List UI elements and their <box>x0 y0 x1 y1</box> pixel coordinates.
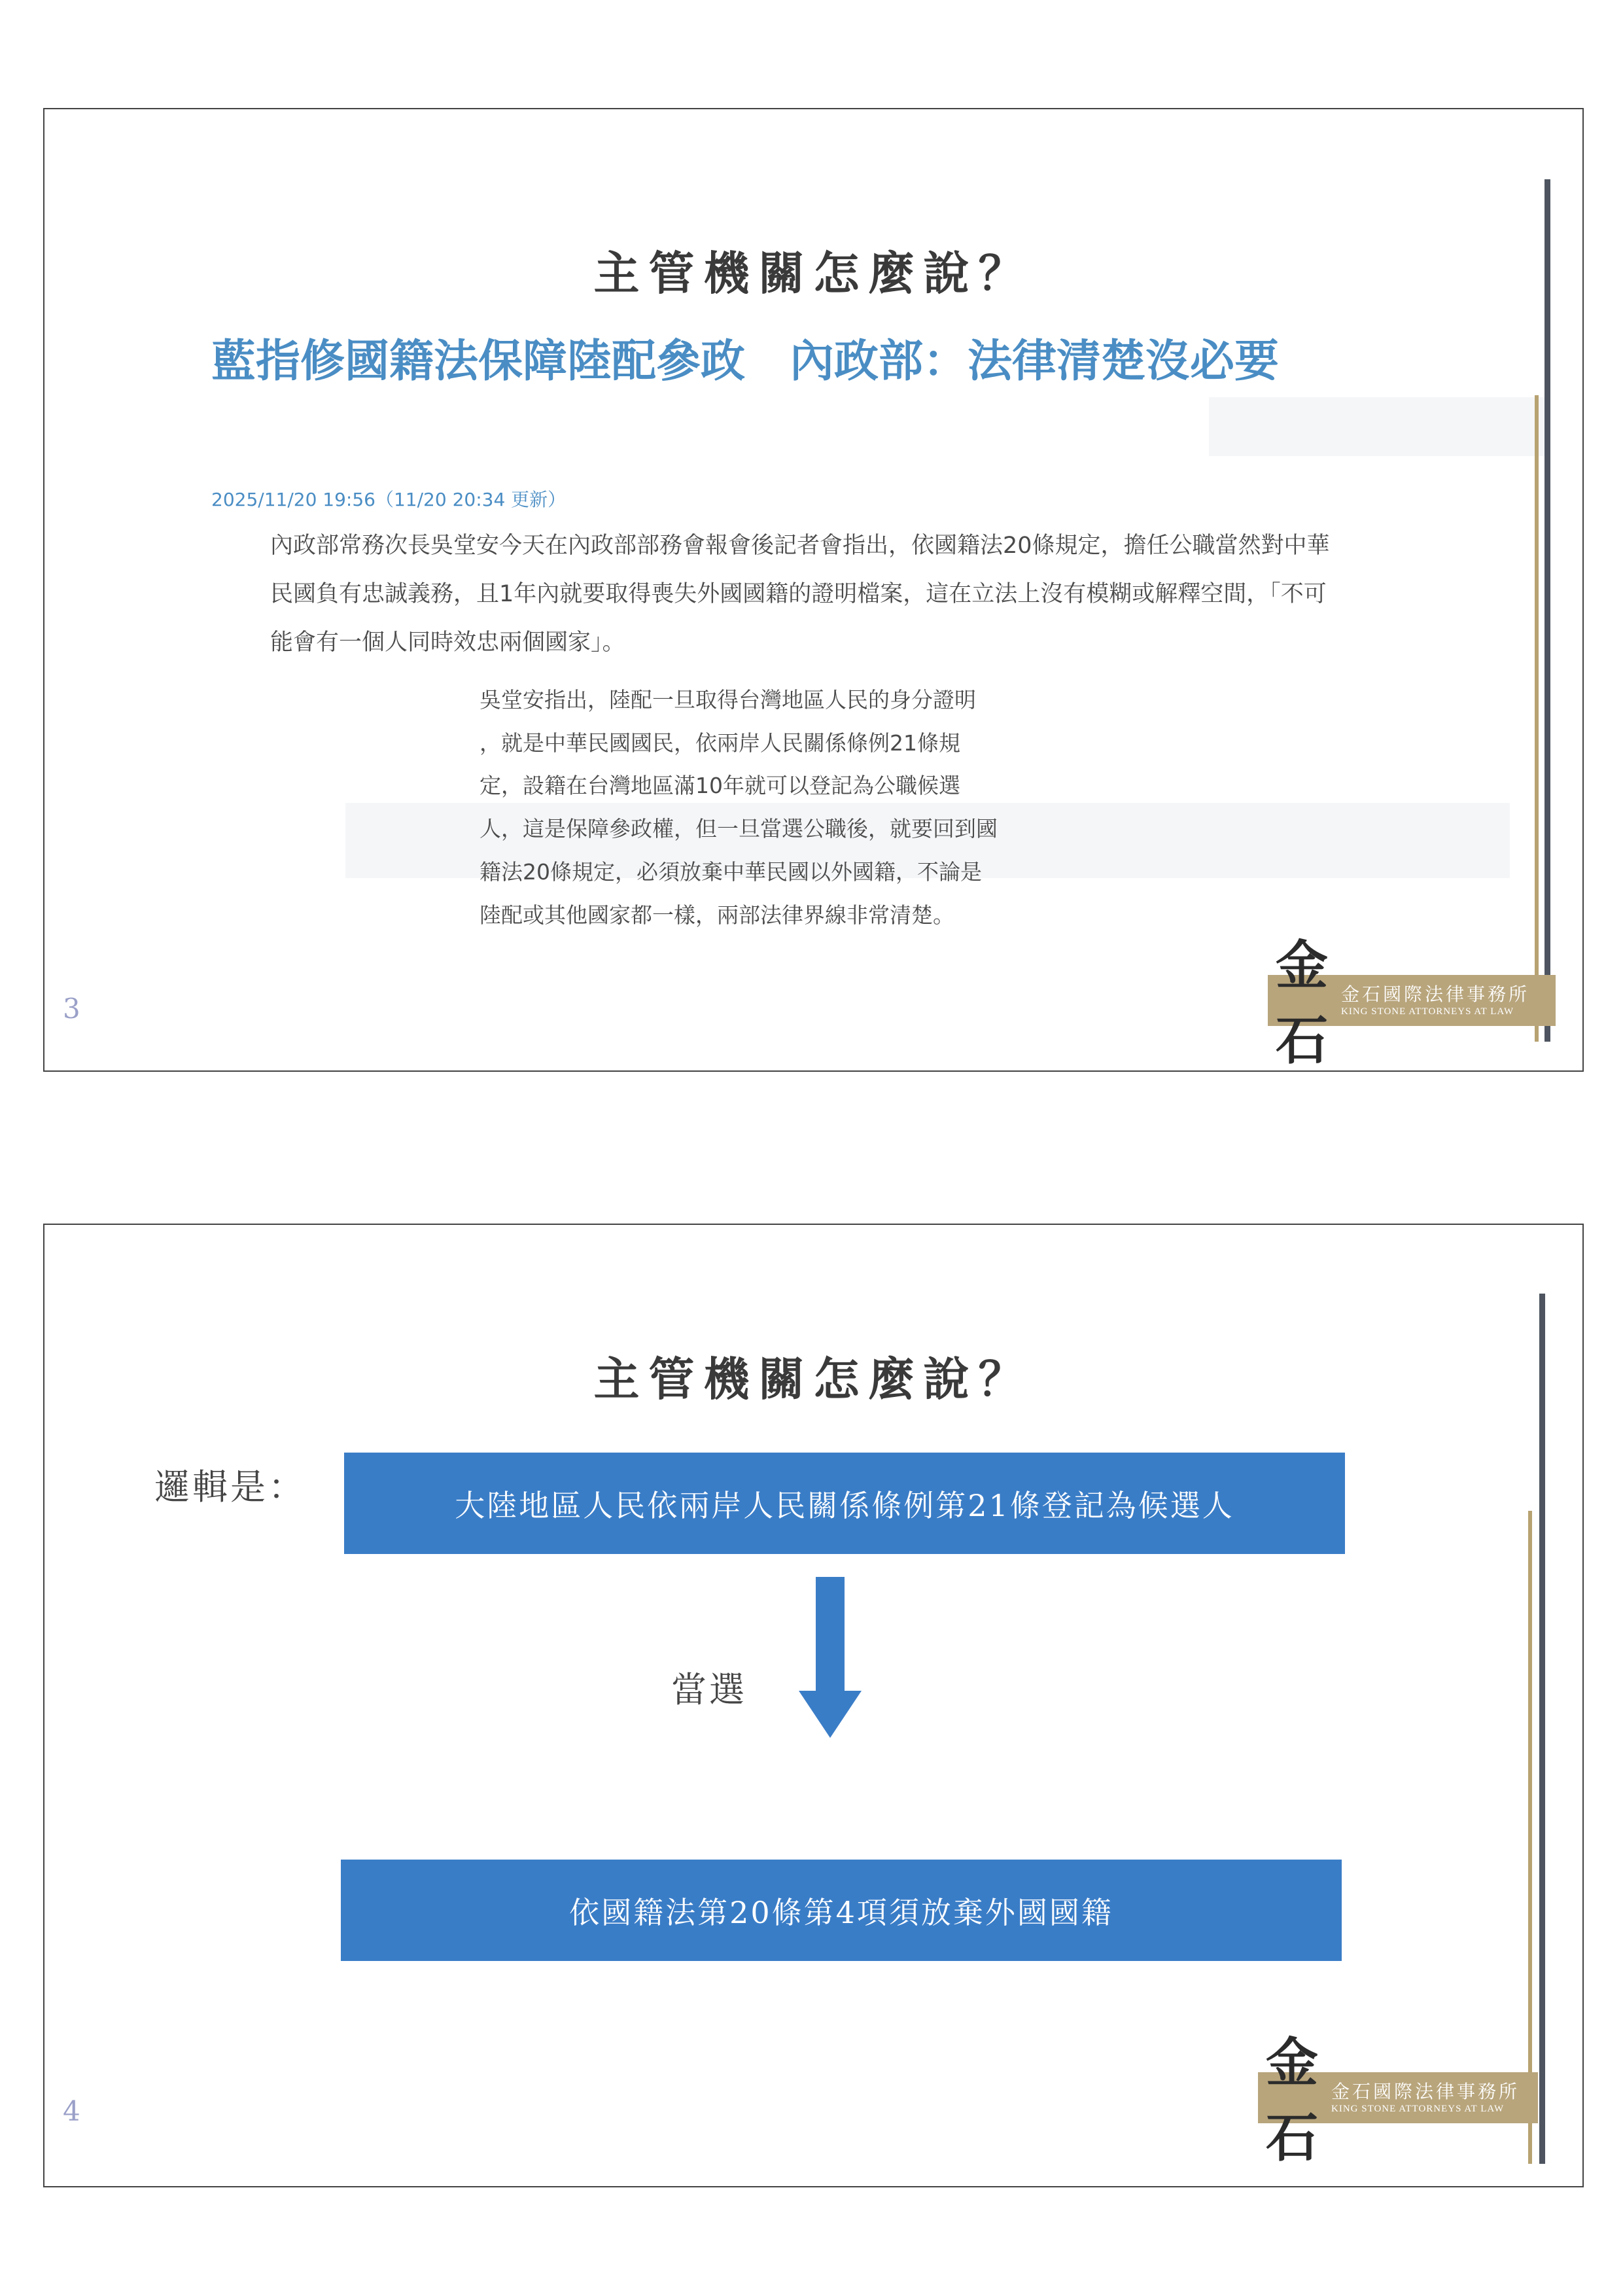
slide-title: 主管機關怎麼說？ <box>593 1352 1034 1406</box>
logo-name-en: KING STONE ATTORNEYS AT LAW <box>1341 1006 1514 1017</box>
slide-3 <box>43 108 1584 1072</box>
slide-4 <box>43 1224 1584 2187</box>
news-paragraph: 吳堂安指出，陸配一旦取得台灣地區人民的身分證明 ，就是中華民國國民，依兩岸人民關係條例21條規定，設籍在台灣地區滿10年就可以登記為公職候選人，這是保障參政權，但一旦當選公職後，就要回到國籍法20條規定，必須放棄中華民國以外國籍，不論是陸配或其他國家都一樣，兩部法律界線非常清楚。 <box>480 687 998 928</box>
logo-text <box>1331 2081 1520 2115</box>
logo-name-cn: 金石國際法律事務所 <box>1341 983 1530 1005</box>
flow-box-text: 依國籍法第20條第4項須放棄外國國籍 <box>569 1894 1113 1930</box>
firm-logo <box>1258 2032 1538 2168</box>
slide-title: 主管機關怎麼說？ <box>593 246 1034 300</box>
flow-box-candidate <box>344 1453 1345 1554</box>
logo-name-en: KING STONE ATTORNEYS AT LAW <box>1331 2104 1505 2114</box>
logo-text <box>1341 983 1529 1017</box>
arrow-label: 當選 <box>671 1669 747 1710</box>
decorative-bar <box>1535 395 1539 1042</box>
background-watermark-band <box>1209 397 1549 456</box>
logo-name-cn: 金石國際法律事務所 <box>1331 2081 1520 2102</box>
flow-box-text: 大陸地區人民依兩岸人民關係條例第21條登記為候選人 <box>455 1487 1234 1523</box>
logo-mark-icon: 金石 <box>1266 2032 1318 2168</box>
flow-box-renounce <box>341 1860 1342 1961</box>
logo-mark-icon: 金石 <box>1276 934 1328 1071</box>
decorative-bar <box>1544 179 1550 1042</box>
down-arrow-icon <box>799 1577 862 1738</box>
decorative-bar <box>1539 1294 1545 2164</box>
page-number: 4 <box>63 2095 80 2127</box>
news-timestamp: 2025/11/20 19:56（11/20 20:34 更新） <box>211 489 567 510</box>
page-number: 3 <box>63 993 80 1025</box>
logic-label: 邏輯是： <box>154 1466 306 1508</box>
news-headline: 藍指修國籍法保障陸配參政 內政部：法律清楚沒必要 <box>211 336 1280 387</box>
news-paragraph: 內政部常務次長吳堂安今天在內政部部務會報會後記者會指出，依國籍法20條規定，擔任公職當然對中華民國負有忠誠義務，且1年內就要取得喪失外國國籍的證明檔案，這在立法上沒有模糊或解釋空間，「不可能會有一個人同時效忠兩個國家」。 <box>270 533 1330 656</box>
decorative-bar <box>1528 1511 1532 2164</box>
firm-logo <box>1268 934 1556 1071</box>
